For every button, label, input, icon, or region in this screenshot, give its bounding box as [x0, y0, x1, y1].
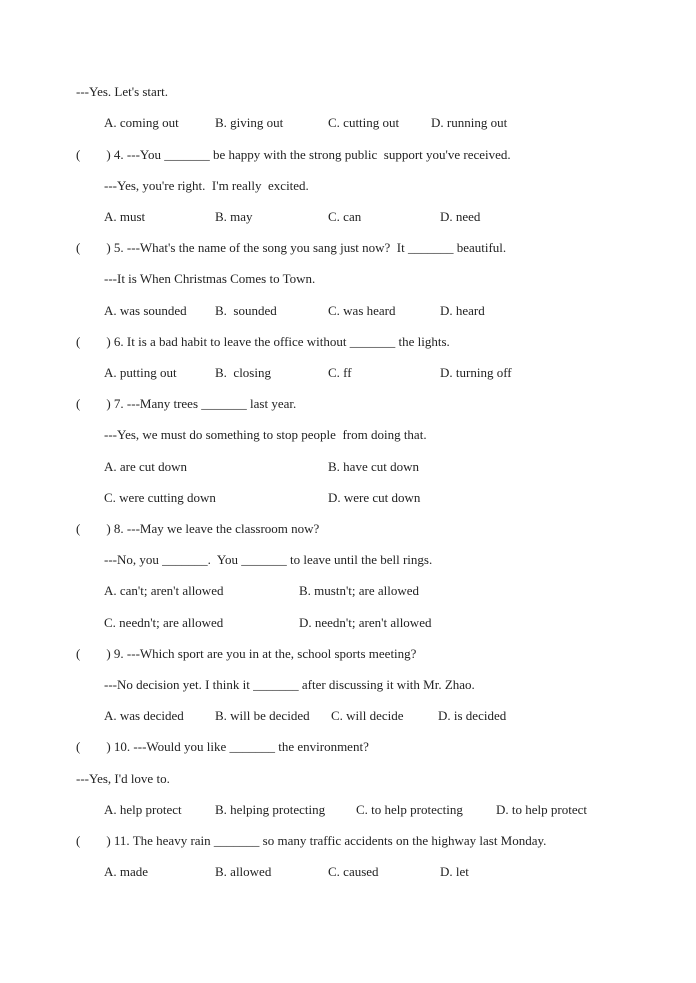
q3-option-d: D. running out [431, 115, 508, 130]
q10-stem: ( ) 10. ---Would you like _______ the environment? [76, 739, 369, 754]
q10-reply: ---Yes, I'd love to. [76, 771, 170, 786]
intro-reply: ---Yes. Let's start. [76, 84, 169, 99]
q6-option-b: B. closing [215, 365, 271, 380]
q9-option-a: A. was decided [104, 708, 184, 723]
q5-option-a: A. was sounded [104, 303, 187, 318]
q11-option-b: B. allowed [215, 864, 272, 879]
q8-reply: ---No, you _______. You _______ to leave until the bell rings. [104, 552, 433, 567]
q6-stem: ( ) 6. It is a bad habit to leave the office without _______ the lights. [76, 334, 450, 349]
q8-option-a: A. can't; aren't allowed [104, 583, 224, 598]
q9-reply: ---No decision yet. I think it _______ after discussing it with Mr. Zhao. [104, 677, 475, 692]
q10-option-c: C. to help protecting [356, 802, 463, 817]
q6-option-d: D. turning off [440, 365, 512, 380]
q5-reply: ---It is When Christmas Comes to Town. [104, 271, 316, 286]
q4-option-d: D. need [440, 209, 481, 224]
q7-option-d: D. were cut down [328, 490, 421, 505]
q9-option-c: C. will decide [331, 708, 404, 723]
q5-option-b: B. sounded [215, 303, 277, 318]
q11-option-d: D. let [440, 864, 469, 879]
q5-option-d: D. heard [440, 303, 485, 318]
q3-option-a: A. coming out [104, 115, 179, 130]
q4-option-c: C. can [328, 209, 362, 224]
q4-option-a: A. must [104, 209, 146, 224]
q11-option-a: A. made [104, 864, 149, 879]
q7-option-b: B. have cut down [328, 459, 419, 474]
q7-stem: ( ) 7. ---Many trees _______ last year. [76, 396, 297, 411]
q10-option-b: B. helping protecting [215, 802, 326, 817]
q5-option-c: C. was heard [328, 303, 396, 318]
q9-option-b: B. will be decided [215, 708, 310, 723]
q8-option-d: D. needn't; aren't allowed [299, 615, 432, 630]
q8-stem: ( ) 8. ---May we leave the classroom now? [76, 521, 320, 536]
q3-option-c: C. cutting out [328, 115, 400, 130]
q6-option-a: A. putting out [104, 365, 177, 380]
q6-option-c: C. ff [328, 365, 352, 380]
q10-option-a: A. help protect [104, 802, 182, 817]
q7-option-a: A. are cut down [104, 459, 188, 474]
q4-stem: ( ) 4. ---You _______ be happy with the strong public support you've received. [76, 147, 511, 162]
q4-option-b: B. may [215, 209, 253, 224]
q4-reply: ---Yes, you're right. I'm really excited. [104, 178, 309, 193]
q5-stem: ( ) 5. ---What's the name of the song you sang just now? It _______ beautiful. [76, 240, 507, 255]
q10-option-d: D. to help protect [496, 802, 587, 817]
q7-option-c: C. were cutting down [104, 490, 216, 505]
q8-option-b: B. mustn't; are allowed [299, 583, 420, 598]
q11-option-c: C. caused [328, 864, 379, 879]
q11-stem: ( ) 11. The heavy rain _______ so many traffic accidents on the highway last Monday. [76, 833, 547, 848]
q8-option-c: C. needn't; are allowed [104, 615, 224, 630]
q3-option-b: B. giving out [215, 115, 284, 130]
q9-stem: ( ) 9. ---Which sport are you in at the, school sports meeting? [76, 646, 417, 661]
q7-reply: ---Yes, we must do something to stop people from doing that. [104, 427, 427, 442]
q9-option-d: D. is decided [438, 708, 507, 723]
